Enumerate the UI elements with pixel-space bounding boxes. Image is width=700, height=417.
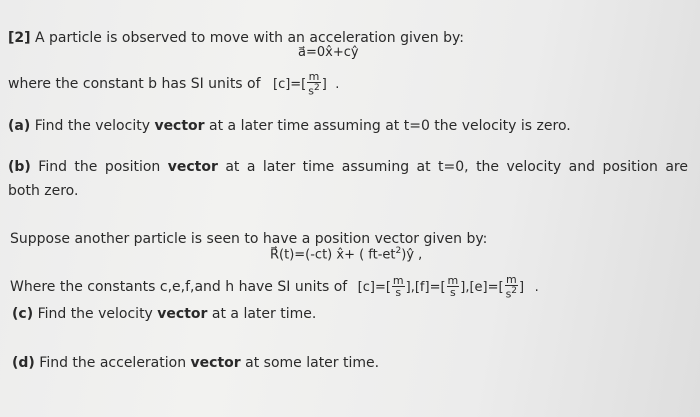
part-d-text-1: Find the acceleration: [39, 355, 187, 371]
part-d-text-2: at some later time.: [245, 355, 380, 371]
position-equation: [270, 246, 422, 262]
part-c-vector: vector: [157, 306, 208, 322]
part-d: [12, 355, 379, 371]
part-a: [8, 118, 571, 134]
const-e: ],[e]=[: [460, 279, 504, 295]
const-e-num: m: [505, 273, 517, 286]
part-b-continuation: both zero.: [8, 183, 79, 199]
const-e-den-s: s: [505, 287, 512, 301]
units-dot: .: [335, 76, 340, 92]
position-eq-exp: 2: [395, 246, 402, 256]
units-num: m: [308, 70, 320, 83]
part-a-text-2: at a later time assuming at t=0 the velocity is zero.: [209, 118, 571, 134]
const-e-den: [505, 286, 518, 300]
units-close: ]: [321, 76, 327, 92]
suppose-text: Suppose another particle is seen to have a position vector given by:: [10, 231, 488, 247]
acceleration-equation: a⃗=0x̂+cŷ: [298, 45, 359, 60]
const-e-den-exp: 2: [511, 286, 518, 296]
constants-line: [10, 274, 539, 300]
const-e-fraction: [505, 274, 518, 300]
const-f-num: m: [447, 274, 459, 288]
part-a-text-1: Find the velocity: [34, 118, 150, 134]
units-den-exp: 2: [314, 83, 320, 93]
const-c: [c]=[: [357, 279, 391, 295]
const-f-den: s: [450, 286, 456, 300]
intro-text: A particle is observed to move with an acceleration given by:: [35, 30, 464, 46]
const-c-den: s: [395, 286, 402, 300]
part-b-vector: vector: [167, 159, 218, 175]
part-b-text-2: at a later time assuming at t=0, the velocity and position are: [225, 159, 688, 175]
part-d-label: (d): [12, 355, 35, 371]
const-c-num: m: [392, 274, 404, 288]
const-dot: .: [534, 279, 539, 295]
const-close: ]: [519, 279, 525, 295]
part-d-vector: vector: [190, 355, 241, 371]
problem-number: [2]: [8, 30, 31, 46]
units-den: [307, 83, 320, 97]
position-eq-part-2: )ŷ ,: [401, 247, 423, 263]
units-text: where the constant b has SI units of: [8, 75, 261, 92]
part-c-text-1: Find the velocity: [37, 306, 153, 322]
part-a-label: (a): [8, 118, 31, 134]
part-b-text-1: Find the position: [38, 159, 161, 175]
part-c-label: (c): [12, 306, 34, 322]
part-b-label: (b): [8, 159, 31, 175]
problem-intro: [8, 30, 464, 46]
const-f: ],[f]=[: [405, 279, 446, 295]
part-c-text-2: at a later time.: [211, 306, 317, 322]
part-a-vector: vector: [154, 118, 205, 134]
part-b: [8, 159, 688, 175]
const-c-fraction: [392, 275, 405, 298]
units-line: [8, 71, 339, 97]
units-c: [c]=[: [273, 76, 307, 92]
position-eq-part-1: R⃗(t)=(-ct) x̂+ ( ft-et: [270, 247, 396, 263]
units-fraction: [307, 71, 320, 97]
units-den-s: s: [308, 84, 314, 98]
constants-text: Where the constants c,e,f,and h have SI units of: [10, 278, 348, 295]
part-c: [12, 306, 316, 322]
const-f-fraction: [447, 275, 460, 298]
